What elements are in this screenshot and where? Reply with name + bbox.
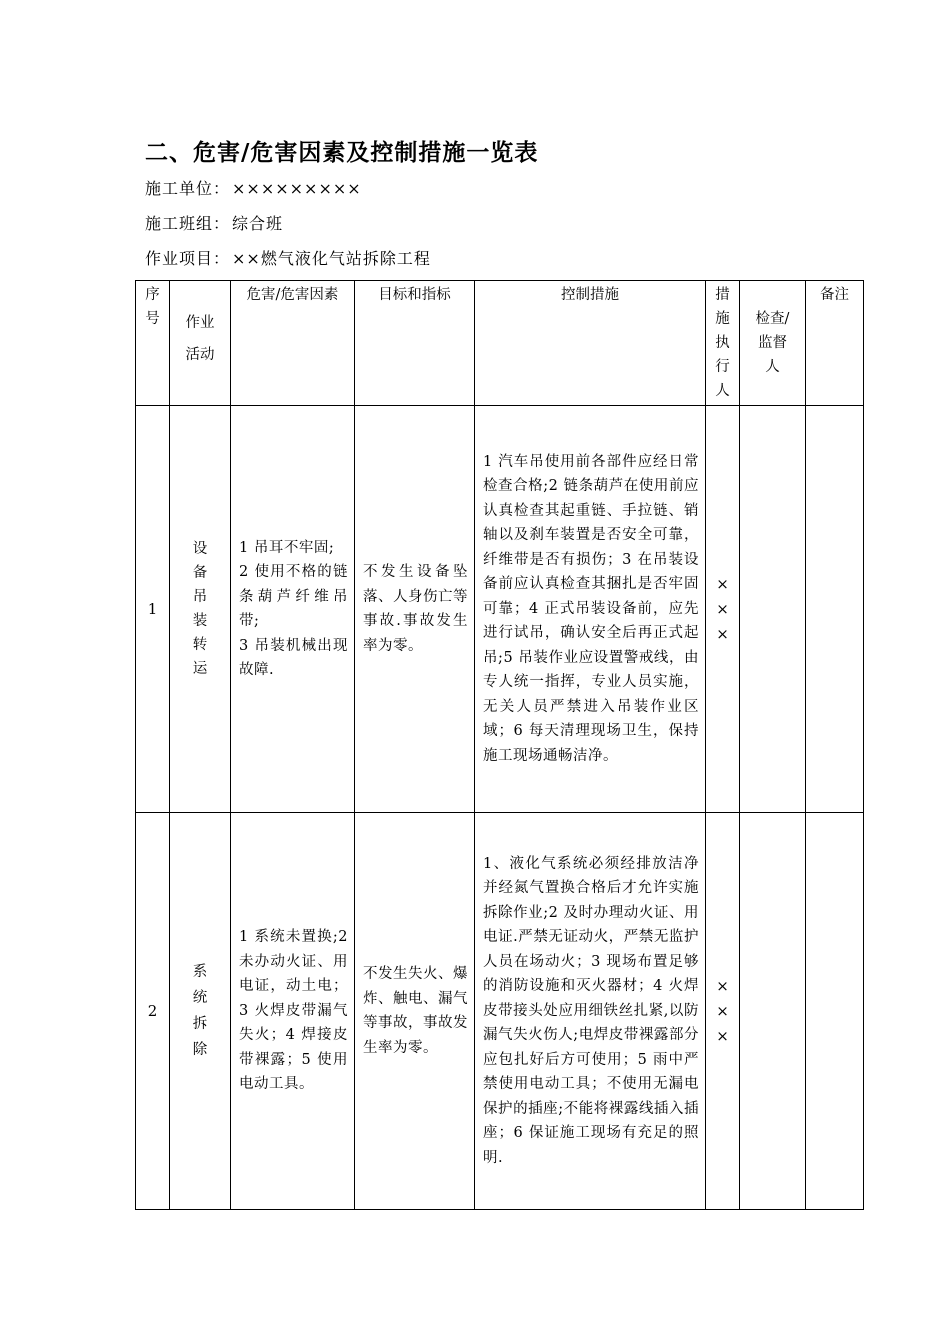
row-target: 不发生失火、爆炸、触电、漏气等事故，事故发生率为零。 (355, 813, 475, 1210)
row-inspector (740, 813, 806, 1210)
construction-unit-line (145, 176, 362, 199)
work-project-label: 作业项目： (145, 249, 231, 268)
row-control: 1 汽车吊使用前各部件应经日常检查合格;2 链条葫芦在使用前应认真检查其起重链、手拉链、销轴以及刹车装置是否安全可靠，纤维带是否有损伤；3 在吊装设备前应认真检查其捆扎是否牢固可靠；4 正式吊装设备前，应先进行试吊，确认安全后再正式起吊;5 吊装作业应设置警戒线，由专人统一指挥，专业人员实施，无关人员严禁进入吊装作业区域；6 每天清理现场卫生，保持施工现场通畅洁净。 (475, 406, 706, 813)
header-target: 目标和指标 (355, 281, 475, 406)
row-activity: 系 统 拆 除 (170, 813, 231, 1210)
header-hazard: 危害/危害因素 (231, 281, 355, 406)
row-activity: 设 备 吊 装 转 运 (170, 406, 231, 813)
row-remarks (806, 813, 864, 1210)
hazard-control-table (135, 280, 864, 1210)
header-control: 控制措施 (475, 281, 706, 406)
row-seq: 1 (136, 406, 170, 813)
construction-team-label: 施工班组： (145, 214, 231, 233)
row-seq: 2 (136, 813, 170, 1210)
row-hazard: 1 系统未置换;2 未办动火证、用电证，动土电；3 火焊皮带漏气失火；4 焊接皮带裸露；5 使用电动工具。 (231, 813, 355, 1210)
work-project-line (145, 246, 431, 269)
row-hazard: 1 吊耳不牢固; 2 使用不格的链条葫芦纤维吊带; 3 吊装机械出现故障. (231, 406, 355, 813)
construction-unit-value: ××××××××× (232, 179, 362, 198)
work-project-value: ××燃气液化气站拆除工程 (232, 249, 431, 268)
row-executor: × × × (706, 813, 740, 1210)
row-remarks (806, 406, 864, 813)
row-executor: × × × (706, 406, 740, 813)
row-target: 不发生设备坠落、人身伤亡等事故.事故发生率为零。 (355, 406, 475, 813)
row-control: 1、液化气系统必须经排放洁净并经氮气置换合格后才允许实施拆除作业;2 及时办理动火证、用电证.严禁无证动火，严禁无监护人员在场动火；3 现场布置足够的消防设施和灭火器材；4 火焊皮带接头处应用细铁丝扎紧,以防漏气失火伤人;电焊皮带裸露部分应包扎好后方可使用；5 雨中严禁使用电动工具；不使用无漏电保护的插座;不能将裸露线插入插座；6 保证施工现场有充足的照明. (475, 813, 706, 1210)
row-inspector (740, 406, 806, 813)
construction-team-value: 综合班 (232, 214, 284, 233)
header-remarks: 备注 (806, 281, 864, 406)
header-executor: 措 施 执 行 人 (706, 281, 740, 406)
table-row (136, 813, 864, 1210)
construction-unit-label: 施工单位： (145, 179, 231, 198)
header-seq: 序 号 (136, 281, 170, 406)
header-inspector: 检查/ 监督 人 (740, 281, 806, 406)
table-row (136, 406, 864, 813)
header-activity: 作业 活动 (170, 281, 231, 406)
construction-team-line (145, 211, 283, 234)
page-title: 二、危害/危害因素及控制措施一览表 (145, 140, 539, 166)
table-header-row (136, 281, 864, 406)
